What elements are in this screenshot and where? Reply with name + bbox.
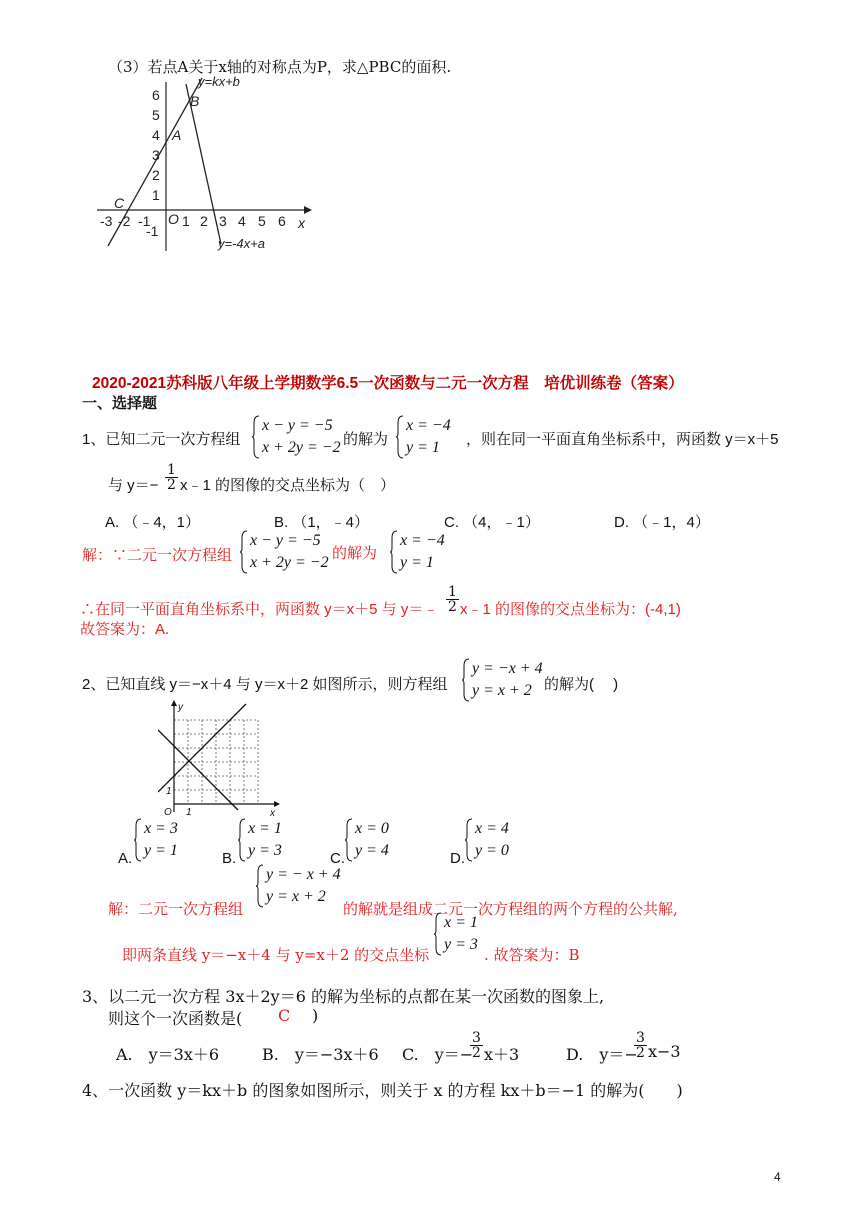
q2-answer-a: 解：二元一次方程组 <box>108 900 244 918</box>
q1-solution: x = −4 y = 1 <box>396 415 451 459</box>
line-neg-x-plus-4 <box>158 730 238 810</box>
q4-stem: 4、一次函数 y＝kx＋b 的图象如图所示，则关于 x 的方程 kx＋b＝−1 的解为( ) <box>82 1081 683 1100</box>
q1-stem-b: ，则在同一平面直角坐标系中，两函数 y＝x＋5 <box>466 431 779 448</box>
x-tick: 5 <box>258 213 266 229</box>
y-tick: 1 <box>152 187 160 203</box>
page-number: 4 <box>774 1170 781 1184</box>
q3-option-d-b: x−3 <box>648 1042 681 1061</box>
fraction-three-halves-d: $\frac{3}{2}$ <box>636 1030 645 1061</box>
q3-option-d-a: D. y＝− <box>566 1045 638 1064</box>
x-tick: 3 <box>219 213 227 229</box>
q2-answer-solution: x = 1 y = 3 <box>434 912 478 956</box>
q3-line1: 3、以二元一次方程 3x＋2y＝6 的解为坐标的点都在某一次函数的图象上, <box>82 987 605 1006</box>
origin-label: O <box>168 211 179 227</box>
q1-option-d: D. （﹣1，4） <box>614 514 710 531</box>
q2-option-b-label: B. <box>222 850 237 867</box>
worksheet-title: 2020-2021苏科版八年级上学期数学6.5一次函数与二元一次方程 培优训练卷（答案） <box>92 375 684 392</box>
y-tick: -1 <box>146 223 159 239</box>
x-tick: 4 <box>238 213 246 229</box>
x-tick: 6 <box>278 213 286 229</box>
figure-grid-graph <box>158 700 284 818</box>
y-tick: 3 <box>152 147 160 163</box>
grid-x-label: x <box>270 808 275 818</box>
point-C: C <box>114 195 125 211</box>
q1-line2a: 与 y＝− <box>108 477 159 494</box>
x-tick: 2 <box>200 213 208 229</box>
q1-answer-solution: x = −4 y = 1 <box>390 530 445 574</box>
q2-option-b: x = 1 y = 3 <box>238 818 282 862</box>
q2-option-c-label: C. <box>330 850 345 867</box>
fraction-one-half: $\frac{1}{2}$ <box>167 462 176 493</box>
grid-y-one: 1 <box>166 786 172 797</box>
q3-option-a: A. y＝3x＋6 <box>116 1045 220 1064</box>
q2-stem-end: 的解为( ) <box>544 676 619 693</box>
x-tick: -3 <box>100 213 113 229</box>
q2-option-d: x = 4 y = 0 <box>465 818 509 862</box>
figure-linear-functions <box>92 76 322 256</box>
q1-option-b: B. （1，﹣4） <box>274 514 370 531</box>
x-tick: -1 <box>138 213 151 229</box>
y-tick: 5 <box>152 107 160 123</box>
line-x-plus-2 <box>158 704 246 792</box>
label-line2: y=-4x+a <box>218 236 265 251</box>
q1-answer-line2a: ∴在同一平面直角坐标系中，两函数 y＝x＋5 与 y＝﹣ <box>80 601 439 618</box>
q2-option-c: x = 0 y = 4 <box>345 818 389 862</box>
q3-answer: C <box>278 1006 291 1025</box>
q2-answer-b: 的解就是组成二元一次方程组的两个方程的公共解, <box>343 900 678 918</box>
section-heading: 一、选择题 <box>82 395 158 412</box>
point-A: A <box>172 127 182 143</box>
q2-option-d-label: D. <box>450 850 465 867</box>
q3-option-b: B. y＝−3x＋6 <box>262 1045 379 1064</box>
fraction-one-half-answer: $\frac{1}{2}$ <box>448 584 457 615</box>
q3-option-c-a: C. y＝− <box>402 1045 474 1064</box>
q3-option-c-b: x＋3 <box>484 1045 520 1064</box>
q2-answer-system: y = − x + 4 y = x + 2 <box>256 864 341 908</box>
grid-origin: O <box>164 807 172 818</box>
x-tick: -2 <box>118 213 131 229</box>
x-tick: 1 <box>182 213 190 229</box>
q1-answer-line2b: x﹣1 的图像的交点坐标为：(-4,1) <box>460 601 681 618</box>
q3-line2a: 则这个一次函数是( <box>108 1009 243 1028</box>
grid-y-label: y <box>178 702 183 713</box>
q1-option-c: C. （4，﹣1） <box>444 514 540 531</box>
q1-line2b: x﹣1 的图像的交点坐标为（ ） <box>180 477 396 494</box>
grid-x-one: 1 <box>186 807 192 818</box>
q1-equation-system: x − y = −5 x + 2y = −2 <box>252 415 341 459</box>
q2-stem: 2、已知直线 y＝−x＋4 与 y＝x＋2 如图所示，则方程组 <box>82 676 448 693</box>
q1-answer-a: 解：∵二元一次方程组 <box>82 546 233 564</box>
q2-answer-c: 即两条直线 y＝−x＋4 与 y=x＋2 的交点坐标 <box>122 946 430 964</box>
fraction-three-halves: $\frac{3}{2}$ <box>472 1030 481 1061</box>
q1-option-a: A. （﹣4，1） <box>105 514 201 531</box>
label-line1: y=kx+b <box>198 76 240 89</box>
q1-answer-line3: 故答案为：A. <box>80 621 170 638</box>
y-tick: 2 <box>152 167 160 183</box>
q2-option-a-label: A. <box>118 850 133 867</box>
q1-stem-a: 1、已知二元一次方程组 <box>82 431 241 448</box>
question-part-3: （3）若点A关于x轴的对称点为P，求△PBC的面积. <box>108 58 452 76</box>
y-tick: 6 <box>152 87 160 103</box>
q2-answer-d: . 故答案为：B <box>484 946 580 964</box>
point-B: B <box>190 93 200 109</box>
y-tick: 4 <box>152 127 160 143</box>
q2-option-a: x = 3 y = 1 <box>134 818 178 862</box>
q1-answer-system: x − y = −5 x + 2y = −2 <box>240 530 329 574</box>
x-axis-label: x <box>298 215 305 231</box>
q2-equation-system: y = −x + 4 y = x + 2 <box>462 658 543 702</box>
